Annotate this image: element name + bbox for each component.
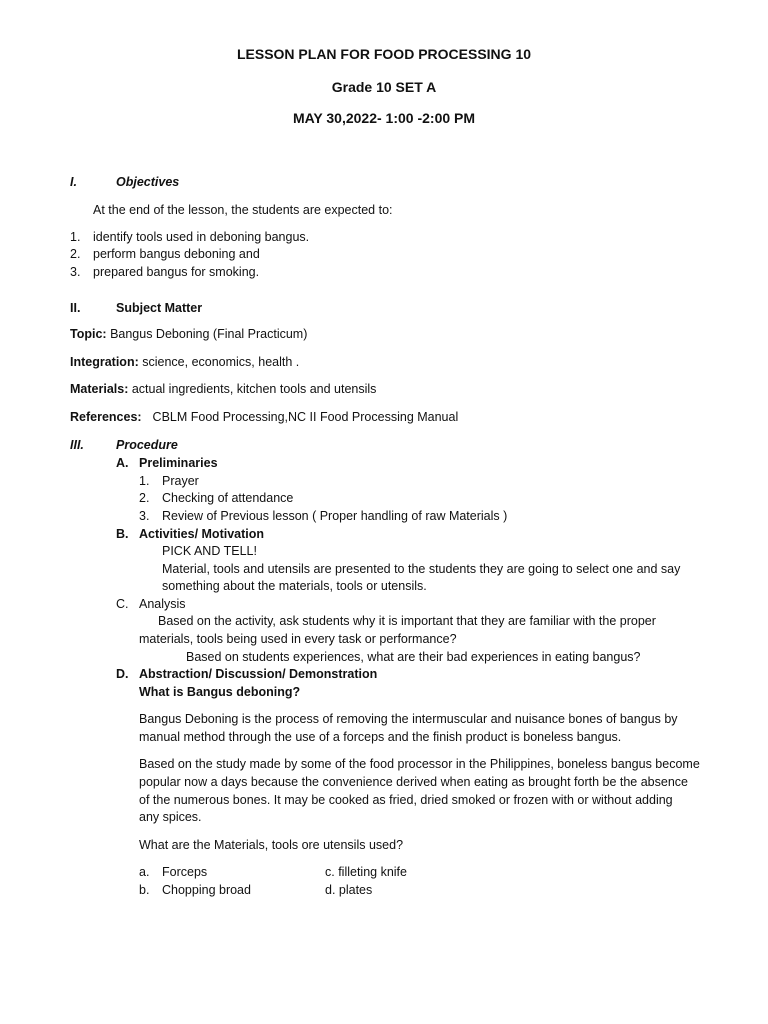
- date-line: MAY 30,2022- 1:00 -2:00 PM: [292, 110, 476, 126]
- objective-number: 2.: [70, 247, 81, 261]
- activity-title: PICK AND TELL!: [162, 544, 257, 558]
- analysis-text: Based on the activity, ask students why it is important that they are familiar with the proper: [158, 614, 656, 628]
- tool-letter: a.: [139, 865, 150, 879]
- study-text: of the numerous bones. It may be cooked as fried, dried smoked or frozen with or without adding: [139, 793, 673, 807]
- materials-value: actual ingredients, kitchen tools and utensils: [131, 382, 377, 396]
- tool-item: Chopping broad: [162, 883, 251, 897]
- definition-text: manual method through the use of a forceps and the finish product is boneless bangus.: [139, 730, 622, 744]
- procedure-letter: A.: [116, 456, 129, 470]
- tool-item: c. filleting knife: [325, 865, 407, 879]
- materials-line: [70, 381, 376, 399]
- preliminary-number: 3.: [139, 509, 150, 523]
- preliminary-number: 1.: [139, 474, 150, 488]
- section-numeral-objectives: I.: [70, 175, 77, 189]
- procedure-letter: C.: [116, 597, 129, 611]
- study-text: Based on the study made by some of the food processor in the Philippines, boneless bangus become: [139, 757, 700, 771]
- document-title: LESSON PLAN FOR FOOD PROCESSING 10: [236, 46, 532, 62]
- abstraction-label: Abstraction/ Discussion/ Demonstration: [139, 667, 378, 681]
- objective-item: perform bangus deboning and: [93, 247, 260, 261]
- objective-number: 1.: [70, 230, 81, 244]
- objectives-intro: At the end of the lesson, the students are expected to:: [93, 203, 393, 217]
- references-line: [70, 409, 458, 427]
- study-text: any spices.: [139, 810, 202, 824]
- topic-label: Topic:: [70, 327, 107, 341]
- references-value: CBLM Food Processing,NC II Food Processing Manual: [152, 410, 459, 424]
- preliminary-item: Checking of attendance: [162, 491, 294, 505]
- section-numeral-procedure: III.: [70, 438, 84, 452]
- tool-letter: b.: [139, 883, 150, 897]
- preliminary-number: 2.: [139, 491, 150, 505]
- grade-line: Grade 10 SET A: [331, 79, 437, 95]
- objective-item: identify tools used in deboning bangus.: [93, 230, 310, 244]
- section-heading-subject-matter: Subject Matter: [116, 301, 203, 315]
- references-label: References:: [70, 410, 142, 424]
- topic-line: [70, 326, 307, 344]
- preliminary-item: Prayer: [162, 474, 199, 488]
- tool-item: Forceps: [162, 865, 208, 879]
- preliminaries-label: Preliminaries: [139, 456, 218, 470]
- procedure-letter: D.: [116, 667, 129, 681]
- procedure-letter: B.: [116, 527, 129, 541]
- section-numeral-subject-matter: II.: [70, 301, 81, 315]
- analysis-text: Based on students experiences, what are their bad experiences in eating bangus?: [186, 650, 641, 664]
- objective-number: 3.: [70, 265, 81, 279]
- definition-text: Bangus Deboning is the process of removing the intermuscular and nuisance bones of bangus by: [139, 712, 678, 726]
- study-text: popular now a days because the convenience derived when eating as brought forth be the absence: [139, 775, 688, 789]
- activity-text: something about the materials, tools or utensils.: [162, 579, 427, 593]
- activities-label: Activities/ Motivation: [139, 527, 265, 541]
- section-heading-objectives: Objectives: [116, 175, 180, 189]
- materials-label: Materials:: [70, 382, 129, 396]
- topic-value: Bangus Deboning (Final Practicum): [110, 327, 308, 341]
- analysis-text: materials, tools being used in every task or performance?: [139, 632, 457, 646]
- section-heading-procedure: Procedure: [116, 438, 178, 452]
- preliminary-item: Review of Previous lesson ( Proper handling of raw Materials ): [162, 509, 508, 523]
- integration-line: [70, 354, 299, 372]
- integration-label: Integration:: [70, 355, 139, 369]
- tools-question: What are the Materials, tools ore utensils used?: [139, 838, 404, 852]
- analysis-label: Analysis: [139, 597, 186, 611]
- deboning-question: What is Bangus deboning?: [139, 685, 301, 699]
- activity-text: Material, tools and utensils are presented to the students they are going to select one and say: [162, 562, 681, 576]
- integration-value: science, economics, health .: [142, 355, 300, 369]
- tool-item: d. plates: [325, 883, 373, 897]
- objective-item: prepared bangus for smoking.: [93, 265, 260, 279]
